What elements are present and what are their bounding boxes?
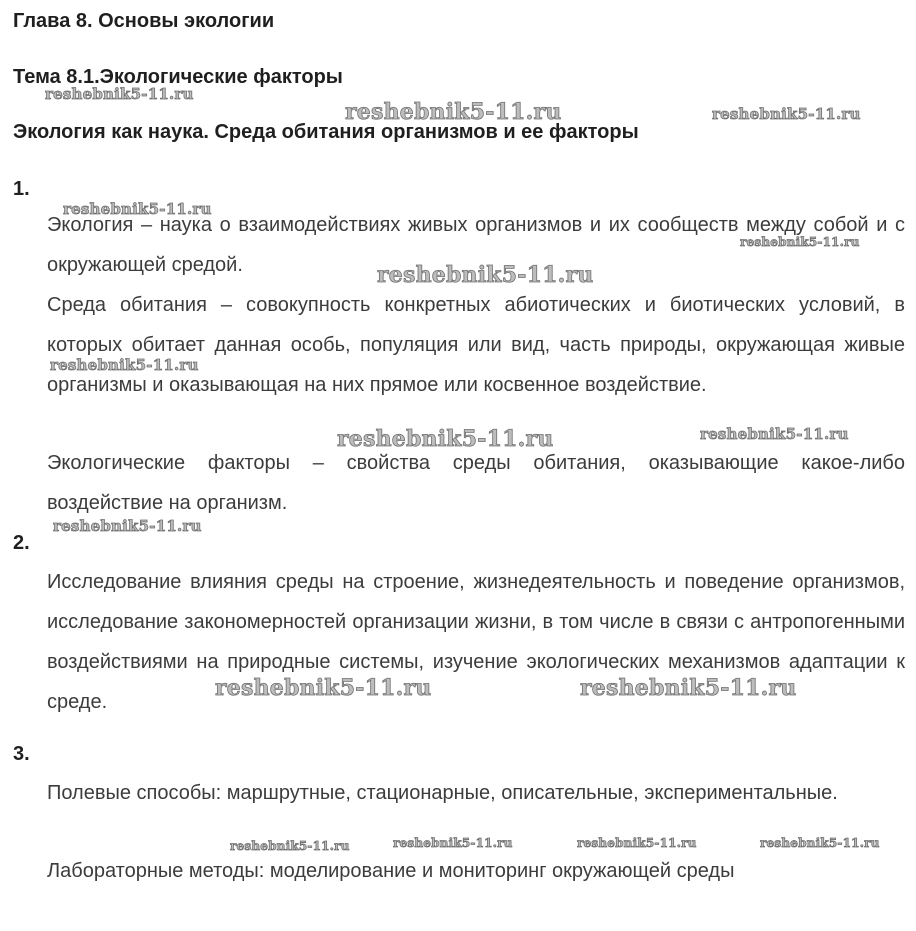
answer-3-paragraph-2: Лабораторные методы: моделирование и мониторинг окружающей среды xyxy=(47,860,735,882)
watermark: reshebnik5-11.ru xyxy=(393,836,513,850)
chapter-title: Глава 8. Основы экологии xyxy=(13,10,275,32)
topic-title: Тема 8.1.Экологические факторы xyxy=(13,66,343,88)
answer-1-paragraph-3: Экологические факторы – свойства среды обитания, оказывающие какое-либо воздействие на организм. xyxy=(47,452,905,514)
watermark: reshebnik5-11.ru xyxy=(53,517,202,535)
watermark: reshebnik5-11.ru xyxy=(63,200,212,218)
watermark: reshebnik5-11.ru xyxy=(580,675,797,701)
watermark: reshebnik5-11.ru xyxy=(760,836,880,850)
watermark: reshebnik5-11.ru xyxy=(45,85,194,103)
question-number-1: 1. xyxy=(13,178,30,200)
answer-2-paragraph-1: Исследование влияния среды на строение, жизнедеятельность и поведение организмов, исследование закономерностей организации жизни, в том числе в связи с антропогенными воздействиями на природные системы, изучение экологических механизмов адаптации к среде. xyxy=(47,571,905,713)
answer-1-paragraph-2: Среда обитания – совокупность конкретных абиотических и биотических условий, в которых обитает данная особь, популяция или вид, часть природы, окружающая живые организмы и оказывающая на них прямое или косвенное воздействие. xyxy=(47,294,905,396)
watermark: reshebnik5-11.ru xyxy=(740,235,860,249)
question-number-2: 2. xyxy=(13,532,30,554)
watermark: reshebnik5-11.ru xyxy=(230,839,350,853)
answer-1-paragraph-1: Экология – наука о взаимодействиях живых организмов и их сообществ между собой и с окружающей средой. xyxy=(47,214,905,276)
question-number-3: 3. xyxy=(13,743,30,765)
watermark: reshebnik5-11.ru xyxy=(377,262,594,288)
watermark: reshebnik5-11.ru xyxy=(577,836,697,850)
answer-3-paragraph-1: Полевые способы: маршрутные, стационарные, описательные, экспериментальные. xyxy=(47,782,838,804)
watermark: reshebnik5-11.ru xyxy=(712,105,861,123)
watermark: reshebnik5-11.ru xyxy=(215,675,432,701)
watermark: reshebnik5-11.ru xyxy=(345,99,562,125)
section-title: Экология как наука. Среда обитания организмов и ее факторы xyxy=(13,121,639,143)
watermark: reshebnik5-11.ru xyxy=(700,425,849,443)
watermark: reshebnik5-11.ru xyxy=(337,426,554,452)
watermark: reshebnik5-11.ru xyxy=(50,356,199,374)
